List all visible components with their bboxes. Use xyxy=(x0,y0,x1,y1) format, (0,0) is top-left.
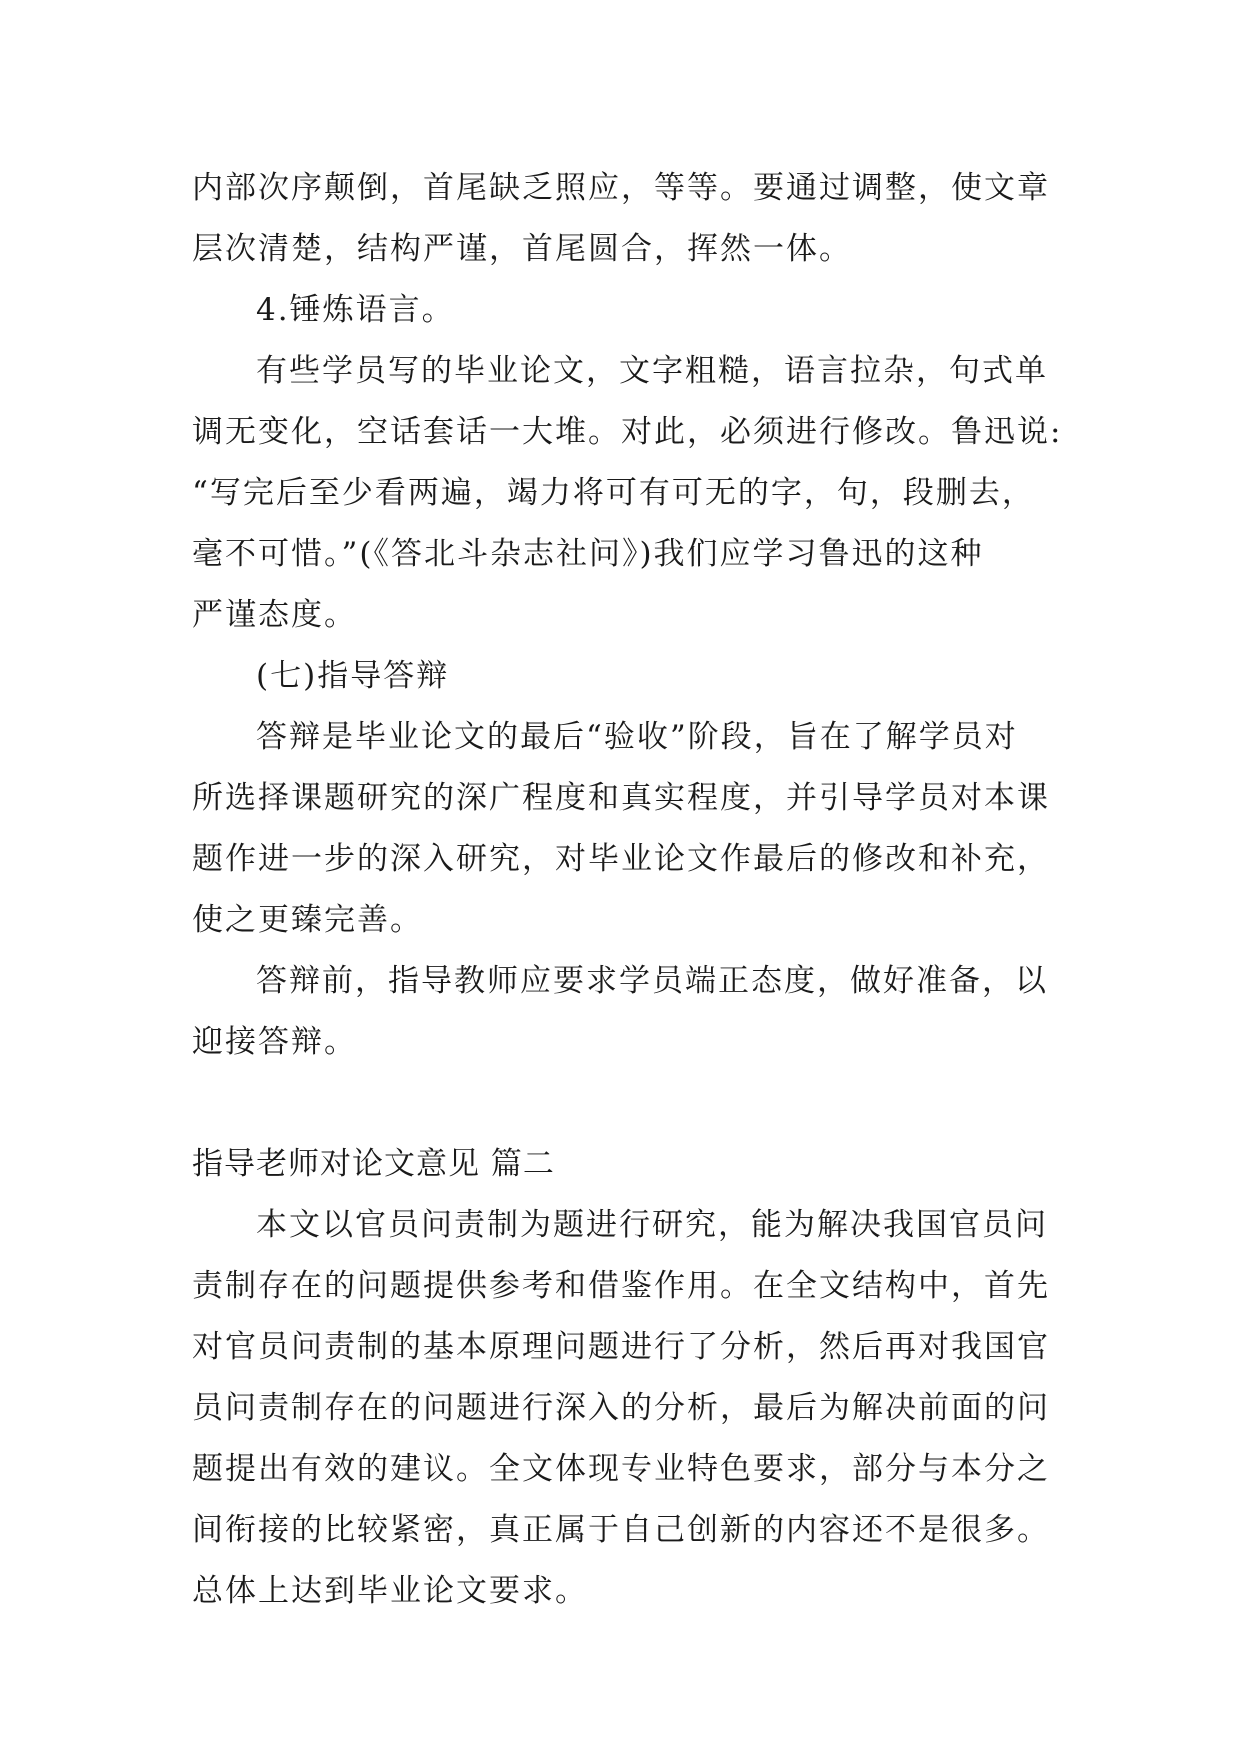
text-line: 答辩前，指导教师应要求学员端正态度，做好准备，以 xyxy=(256,963,1048,999)
text-line: 调无变化，空话套话一大堆。对此，必须进行修改。鲁迅说: xyxy=(192,414,1063,450)
text-line: 间衔接的比较紧密，真正属于自己创新的内容还不是很多。 xyxy=(192,1512,1050,1548)
text-line: 迎接答辩。 xyxy=(192,1024,357,1060)
subheading-guide-defense: (七)指导答辩 xyxy=(256,658,450,694)
text-line: 使之更臻完善。 xyxy=(192,902,423,938)
text-line: 题提出有效的建议。全文体现专业特色要求，部分与本分之 xyxy=(192,1451,1050,1487)
text-line: 毫不可惜。”(《答北斗杂志社问》)我们应学习鲁迅的这种 xyxy=(192,536,984,572)
text-line: 有些学员写的毕业论文，文字粗糙，语言拉杂，句式单 xyxy=(256,353,1048,389)
text-line: 内部次序颠倒，首尾缺乏照应，等等。要通过调整，使文章 xyxy=(192,170,1050,206)
text-line: 所选择课题研究的深广程度和真实程度，并引导学员对本课 xyxy=(192,780,1050,816)
text-line: 本文以官员问责制为题进行研究，能为解决我国官员问 xyxy=(256,1207,1048,1243)
text-line: 责制存在的问题提供参考和借鉴作用。在全文结构中，首先 xyxy=(192,1268,1050,1304)
text-line: 总体上达到毕业论文要求。 xyxy=(192,1573,588,1609)
section-title: 指导老师对论文意见 篇二 xyxy=(192,1146,555,1182)
text-line: 答辩是毕业论文的最后“验收”阶段，旨在了解学员对 xyxy=(256,719,1018,755)
text-line: 严谨态度。 xyxy=(192,597,357,633)
text-line: 题作进一步的深入研究，对毕业论文作最后的修改和补充， xyxy=(192,841,1050,877)
document-body xyxy=(192,158,1072,1622)
text-line: 对官员问责制的基本原理问题进行了分析，然后再对我国官 xyxy=(192,1329,1050,1365)
text-line: 员问责制存在的问题进行深入的分析，最后为解决前面的问 xyxy=(192,1390,1050,1426)
section-gap xyxy=(192,1073,1072,1134)
text-line: 层次清楚，结构严谨，首尾圆合，挥然一体。 xyxy=(192,231,852,267)
subheading-refine-language: 4.锤炼语言。 xyxy=(256,292,455,328)
text-line: “写完后至少看两遍，竭力将可有可无的字，句，段删去， xyxy=(192,475,1035,511)
